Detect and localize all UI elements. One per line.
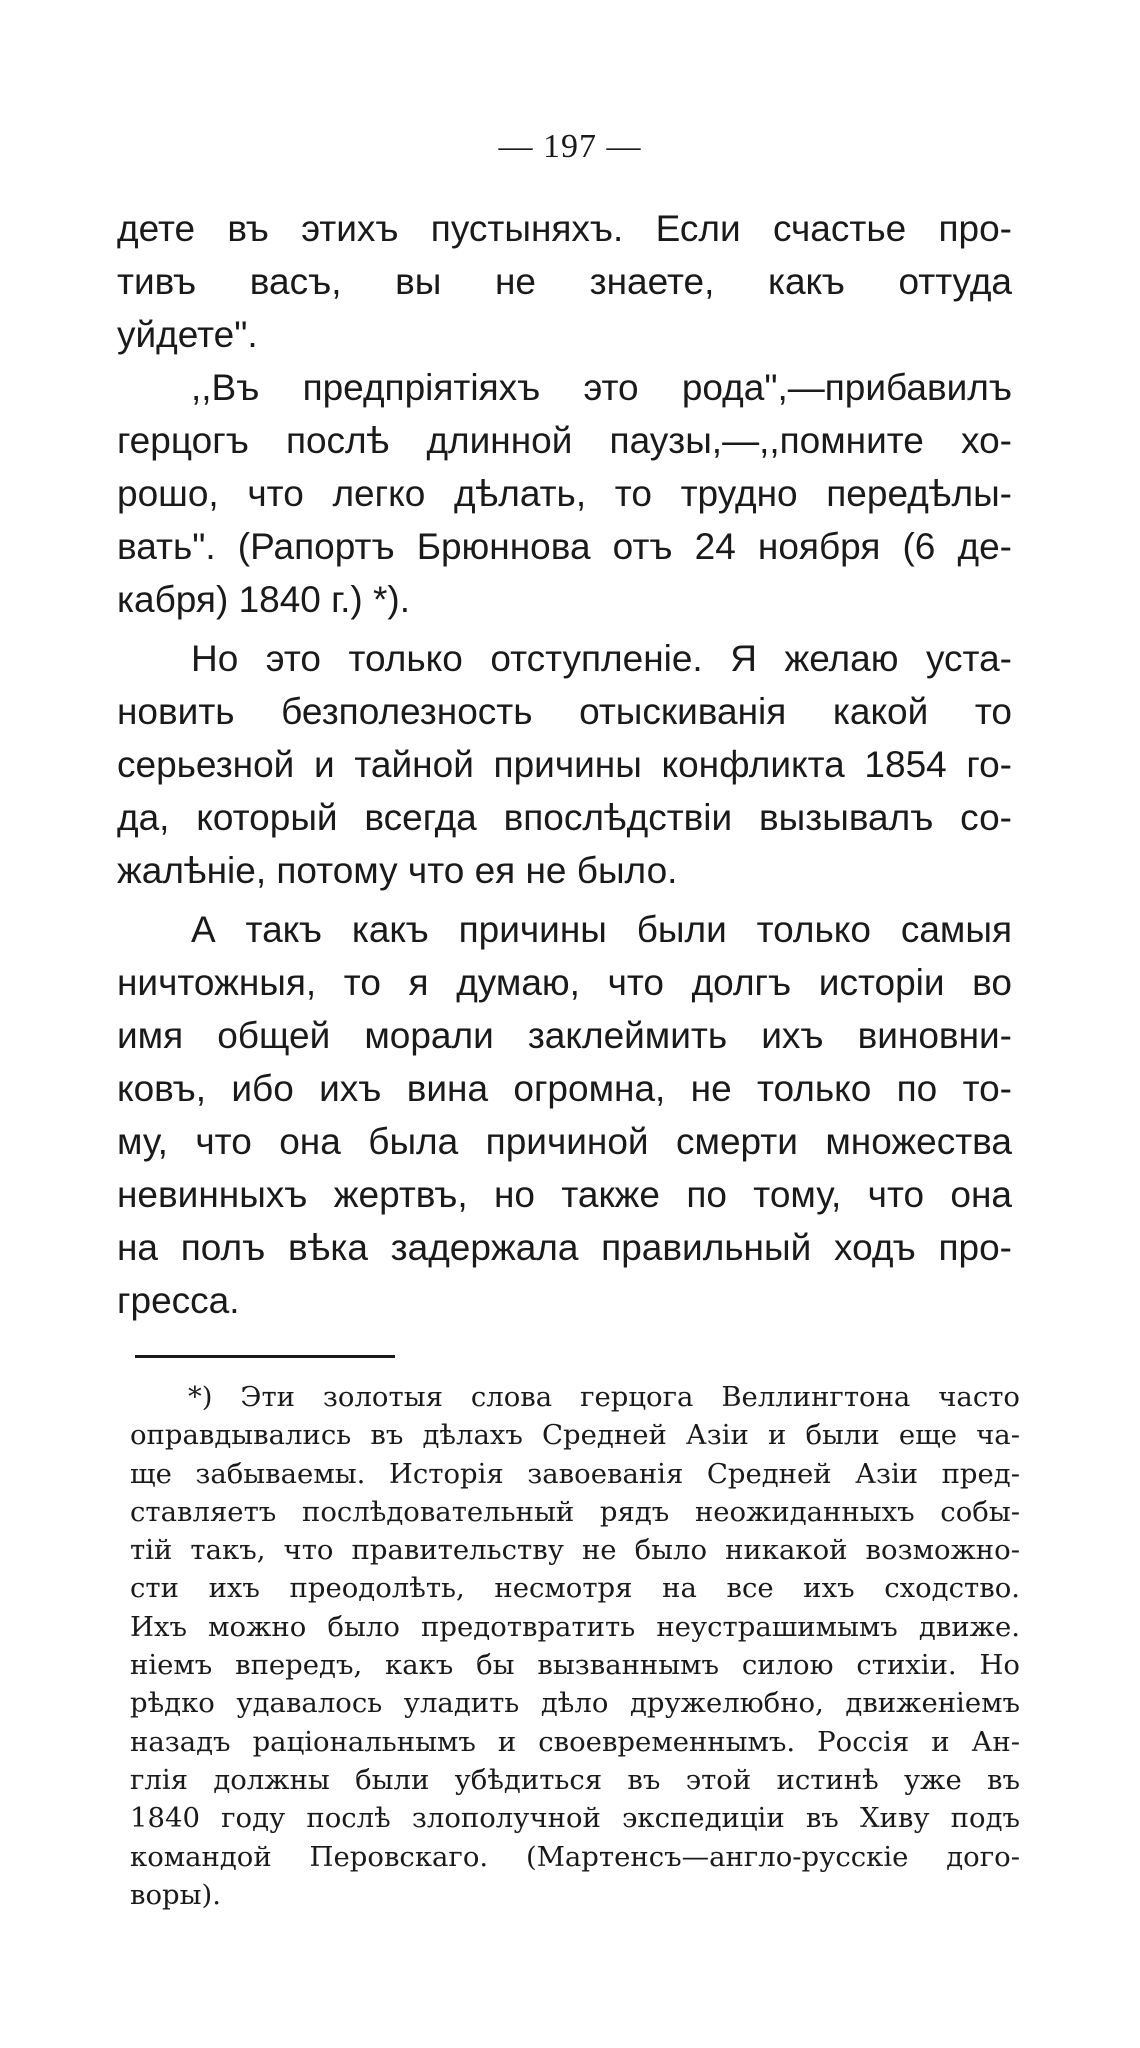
- text-line: серьезной и тайной причины конфликта 1854 го-: [117, 744, 1012, 785]
- text-line: да, который всегда впослѣдствіи вызывалъ со-: [117, 797, 1012, 838]
- page-number: — 197 —: [498, 128, 642, 165]
- text-line: на полъ вѣка задержала правильный ходъ про-: [117, 1227, 1012, 1268]
- text-line: Но это только отступленіе. Я желаю уста-: [191, 638, 1012, 679]
- text-line: гресса.: [117, 1280, 240, 1321]
- footnote-line: командой Перовскаго. (Мартенсъ—англо-русскіе дого-: [130, 1840, 1020, 1873]
- footnote-line: *) Эти золотыя слова герцога Веллингтона часто: [188, 1381, 1020, 1413]
- footnote-line: глія должны были убѣдиться въ этой истинѣ уже въ: [130, 1763, 1020, 1796]
- text-line: тивъ васъ, вы не знаете, какъ оттуда: [117, 261, 1012, 302]
- footnote-line: Ихъ можно было предотвратить неустрашимымъ движе.: [130, 1610, 1020, 1643]
- text-line: новить безполезность отыскиванія какой то: [117, 691, 1012, 732]
- text-line: жалѣніе, потому что ея не было.: [117, 850, 678, 891]
- text-line: невинныхъ жертвъ, но также по тому, что она: [117, 1174, 1012, 1215]
- main-text: [117, 202, 1012, 1327]
- footnote-line: воры).: [130, 1878, 221, 1911]
- footnote-line: ставляетъ послѣдовательный рядъ неожиданныхъ собы-: [130, 1495, 1020, 1528]
- footnote-divider: [135, 1355, 395, 1358]
- text-line: кабря) 1840 г.) *).: [117, 579, 411, 620]
- text-line: ничтожныя, то я думаю, что долгъ исторіи во: [117, 962, 1012, 1003]
- footnote-line: тій такъ, что правительству не было никакой возможно-: [130, 1534, 1020, 1567]
- text-line: рошо, что легко дѣлать, то трудно передѣлы-: [117, 473, 1012, 514]
- footnote-line: сти ихъ преодолѣть, несмотря на все ихъ сходство.: [130, 1572, 1020, 1605]
- text-line: вать". (Рапортъ Брюннова отъ 24 ноября (6 де-: [117, 526, 1012, 567]
- footnote: [130, 1378, 1020, 1914]
- footnote-line: 1840 году послѣ злополучной экспедиціи въ Хиву подъ: [130, 1802, 1020, 1835]
- footnote-line: оправдывались въ дѣлахъ Средней Азіи и были еще ча-: [130, 1419, 1020, 1452]
- text-line: дете въ этихъ пустыняхъ. Если счастье про-: [117, 208, 1012, 249]
- text-line: ковъ, ибо ихъ вина огромна, не только по то-: [117, 1068, 1012, 1109]
- footnote-line: ніемъ впередъ, какъ бы вызваннымъ силою стихіи. Но: [130, 1649, 1020, 1682]
- text-line: уйдете".: [117, 314, 258, 355]
- footnote-line: назадъ раціональнымъ и своевременнымъ. Россія и Ан-: [130, 1725, 1020, 1758]
- text-line: ,,Въ предпріятіяхъ это рода",—прибавилъ: [191, 367, 1012, 408]
- footnote-line: ще забываемы. Исторія завоеванія Средней Азіи пред-: [130, 1457, 1020, 1490]
- text-line: герцогъ послѣ длинной паузы,—,,помните хо-: [117, 420, 1012, 461]
- text-line: му, что она была причиной смерти множества: [117, 1121, 1012, 1162]
- text-line: имя общей морали заклеймить ихъ виновни-: [117, 1015, 1012, 1056]
- footnote-line: рѣдко удавалось уладить дѣло дружелюбно, движеніемъ: [130, 1687, 1020, 1720]
- text-line: А такъ какъ причины были только самыя: [191, 909, 1012, 950]
